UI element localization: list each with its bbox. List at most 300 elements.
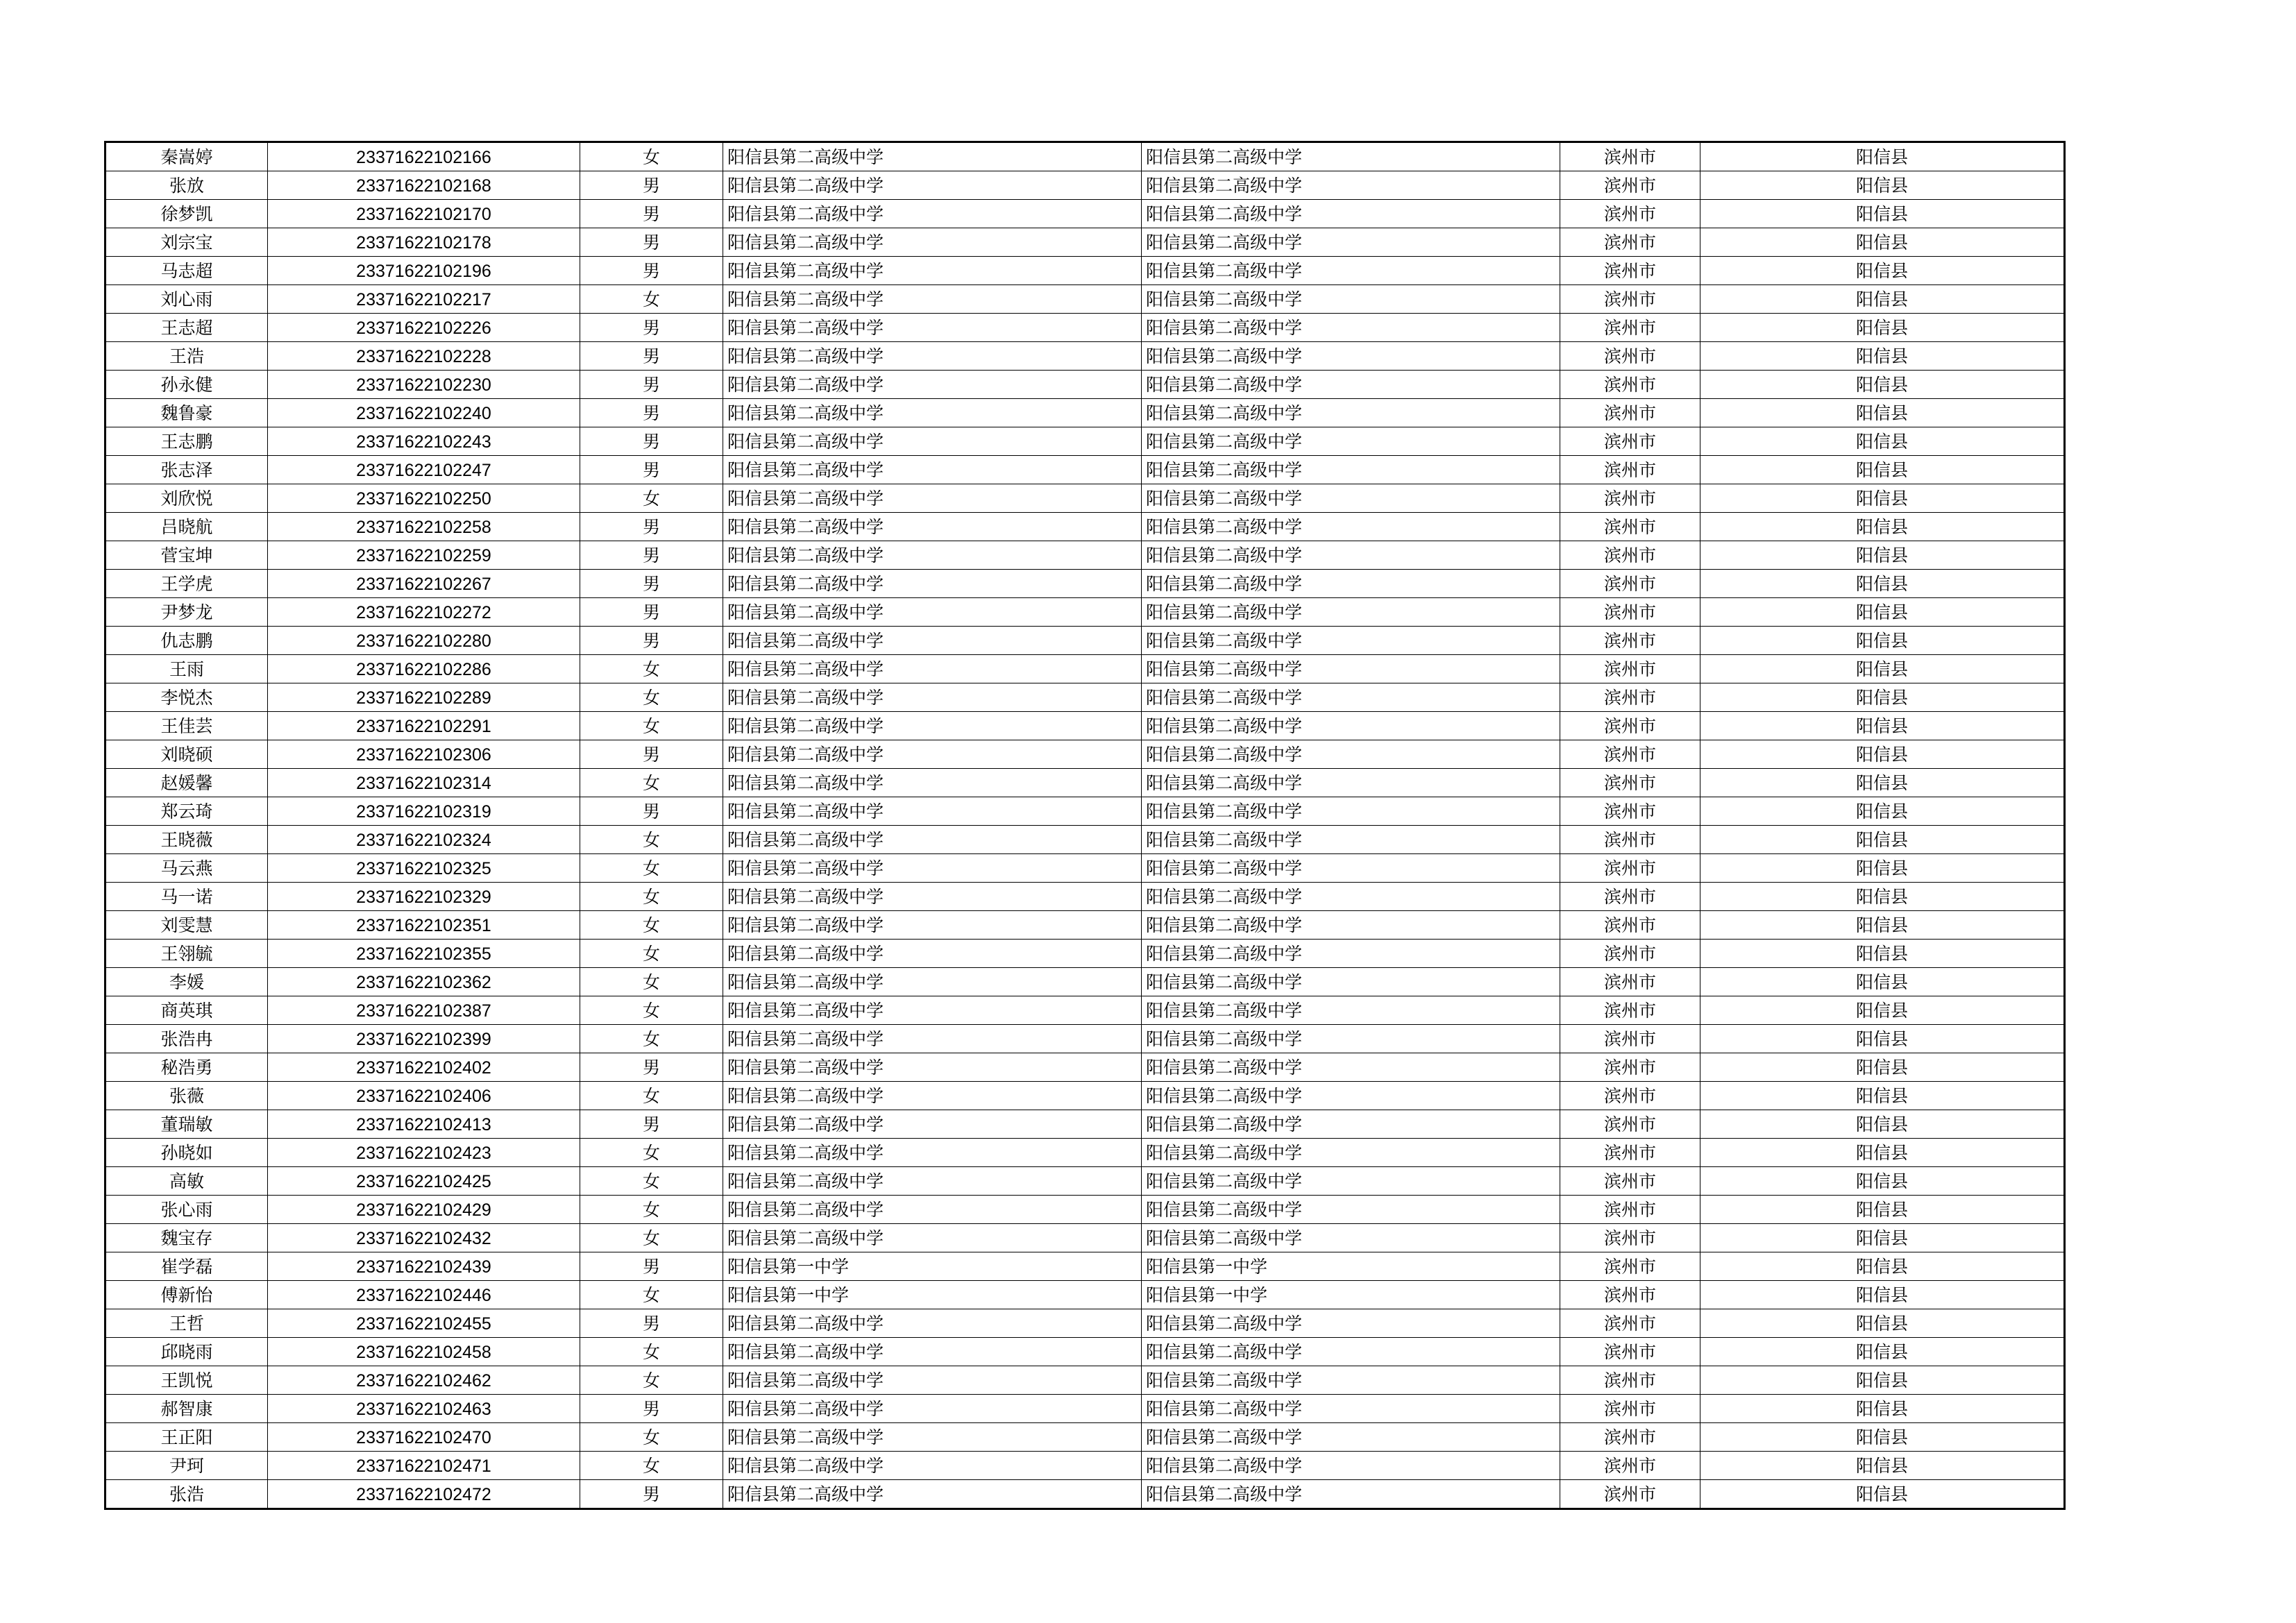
graduation-school-cell: 阳信县第二高级中学 [1142, 1053, 1560, 1082]
roster-table [104, 141, 2066, 1510]
county-cell: 阳信县 [1700, 740, 2065, 769]
city-cell: 滨州市 [1560, 655, 1700, 683]
gender-cell: 女 [580, 1025, 723, 1053]
school-cell: 阳信县第二高级中学 [723, 996, 1142, 1025]
exam-id-cell: 23371622102258 [268, 513, 580, 541]
city-cell: 滨州市 [1560, 371, 1700, 399]
city-cell: 滨州市 [1560, 1309, 1700, 1338]
table-row [105, 598, 2065, 627]
city-cell: 滨州市 [1560, 171, 1700, 200]
table-row [105, 342, 2065, 371]
graduation-school-cell: 阳信县第二高级中学 [1142, 854, 1560, 883]
exam-id-cell: 23371622102280 [268, 627, 580, 655]
gender-cell: 女 [580, 1196, 723, 1224]
exam-id-cell: 23371622102314 [268, 769, 580, 797]
school-cell: 阳信县第二高级中学 [723, 142, 1142, 171]
exam-id-cell: 23371622102402 [268, 1053, 580, 1082]
exam-id-cell: 23371622102362 [268, 968, 580, 996]
city-cell: 滨州市 [1560, 570, 1700, 598]
city-cell: 滨州市 [1560, 940, 1700, 968]
graduation-school-cell: 阳信县第二高级中学 [1142, 1338, 1560, 1366]
student-name-cell: 马云燕 [105, 854, 268, 883]
student-name-cell: 王哲 [105, 1309, 268, 1338]
county-cell: 阳信县 [1700, 627, 2065, 655]
county-cell: 阳信县 [1700, 142, 2065, 171]
student-name-cell: 张浩 [105, 1480, 268, 1509]
gender-cell: 男 [580, 797, 723, 826]
table-row [105, 456, 2065, 484]
school-cell: 阳信县第二高级中学 [723, 740, 1142, 769]
student-name-cell: 崔学磊 [105, 1252, 268, 1281]
county-cell: 阳信县 [1700, 655, 2065, 683]
city-cell: 滨州市 [1560, 1480, 1700, 1509]
exam-id-cell: 23371622102240 [268, 399, 580, 427]
city-cell: 滨州市 [1560, 1110, 1700, 1139]
table-row [105, 171, 2065, 200]
student-name-cell: 秦嵩婷 [105, 142, 268, 171]
county-cell: 阳信县 [1700, 200, 2065, 228]
exam-id-cell: 23371622102470 [268, 1423, 580, 1452]
gender-cell: 女 [580, 883, 723, 911]
gender-cell: 男 [580, 1480, 723, 1509]
county-cell: 阳信县 [1700, 314, 2065, 342]
school-cell: 阳信县第二高级中学 [723, 1110, 1142, 1139]
student-name-cell: 秘浩勇 [105, 1053, 268, 1082]
exam-id-cell: 23371622102355 [268, 940, 580, 968]
exam-id-cell: 23371622102351 [268, 911, 580, 940]
exam-id-cell: 23371622102429 [268, 1196, 580, 1224]
graduation-school-cell: 阳信县第二高级中学 [1142, 627, 1560, 655]
school-cell: 阳信县第二高级中学 [723, 456, 1142, 484]
county-cell: 阳信县 [1700, 712, 2065, 740]
table-row [105, 968, 2065, 996]
exam-id-cell: 23371622102471 [268, 1452, 580, 1480]
school-cell: 阳信县第二高级中学 [723, 314, 1142, 342]
student-name-cell: 吕晓航 [105, 513, 268, 541]
graduation-school-cell: 阳信县第二高级中学 [1142, 171, 1560, 200]
county-cell: 阳信县 [1700, 1338, 2065, 1366]
student-name-cell: 郝智康 [105, 1395, 268, 1423]
city-cell: 滨州市 [1560, 1196, 1700, 1224]
exam-id-cell: 23371622102272 [268, 598, 580, 627]
student-name-cell: 高敏 [105, 1167, 268, 1196]
exam-id-cell: 23371622102325 [268, 854, 580, 883]
table-row [105, 1224, 2065, 1252]
gender-cell: 女 [580, 911, 723, 940]
student-name-cell: 王浩 [105, 342, 268, 371]
table-row [105, 826, 2065, 854]
city-cell: 滨州市 [1560, 513, 1700, 541]
student-name-cell: 刘宗宝 [105, 228, 268, 257]
exam-id-cell: 23371622102230 [268, 371, 580, 399]
student-name-cell: 张心雨 [105, 1196, 268, 1224]
school-cell: 阳信县第二高级中学 [723, 769, 1142, 797]
city-cell: 滨州市 [1560, 541, 1700, 570]
city-cell: 滨州市 [1560, 911, 1700, 940]
student-name-cell: 傅新怡 [105, 1281, 268, 1309]
student-name-cell: 刘雯慧 [105, 911, 268, 940]
school-cell: 阳信县第二高级中学 [723, 1395, 1142, 1423]
student-name-cell: 商英琪 [105, 996, 268, 1025]
city-cell: 滨州市 [1560, 627, 1700, 655]
table-row [105, 911, 2065, 940]
exam-id-cell: 23371622102387 [268, 996, 580, 1025]
gender-cell: 男 [580, 399, 723, 427]
gender-cell: 女 [580, 1224, 723, 1252]
county-cell: 阳信县 [1700, 228, 2065, 257]
table-row [105, 399, 2065, 427]
table-row [105, 1366, 2065, 1395]
student-name-cell: 张薇 [105, 1082, 268, 1110]
graduation-school-cell: 阳信县第二高级中学 [1142, 399, 1560, 427]
school-cell: 阳信县第二高级中学 [723, 228, 1142, 257]
student-name-cell: 王雨 [105, 655, 268, 683]
exam-id-cell: 23371622102439 [268, 1252, 580, 1281]
exam-id-cell: 23371622102319 [268, 797, 580, 826]
table-row [105, 740, 2065, 769]
graduation-school-cell: 阳信县第二高级中学 [1142, 1480, 1560, 1509]
table-row [105, 655, 2065, 683]
gender-cell: 女 [580, 769, 723, 797]
gender-cell: 女 [580, 712, 723, 740]
gender-cell: 男 [580, 1110, 723, 1139]
city-cell: 滨州市 [1560, 314, 1700, 342]
student-name-cell: 尹珂 [105, 1452, 268, 1480]
table-row [105, 996, 2065, 1025]
table-row [105, 570, 2065, 598]
student-name-cell: 王翎毓 [105, 940, 268, 968]
exam-id-cell: 23371622102458 [268, 1338, 580, 1366]
student-name-cell: 王佳芸 [105, 712, 268, 740]
school-cell: 阳信县第二高级中学 [723, 598, 1142, 627]
graduation-school-cell: 阳信县第二高级中学 [1142, 1309, 1560, 1338]
gender-cell: 男 [580, 598, 723, 627]
county-cell: 阳信县 [1700, 427, 2065, 456]
table-row [105, 1139, 2065, 1167]
school-cell: 阳信县第二高级中学 [723, 1082, 1142, 1110]
table-row [105, 1167, 2065, 1196]
graduation-school-cell: 阳信县第二高级中学 [1142, 1082, 1560, 1110]
school-cell: 阳信县第二高级中学 [723, 911, 1142, 940]
gender-cell: 男 [580, 257, 723, 285]
city-cell: 滨州市 [1560, 797, 1700, 826]
county-cell: 阳信县 [1700, 826, 2065, 854]
city-cell: 滨州市 [1560, 712, 1700, 740]
exam-id-cell: 23371622102217 [268, 285, 580, 314]
exam-id-cell: 23371622102168 [268, 171, 580, 200]
gender-cell: 男 [580, 513, 723, 541]
student-name-cell: 王正阳 [105, 1423, 268, 1452]
county-cell: 阳信县 [1700, 1167, 2065, 1196]
school-cell: 阳信县第二高级中学 [723, 541, 1142, 570]
school-cell: 阳信县第二高级中学 [723, 1366, 1142, 1395]
table-row [105, 228, 2065, 257]
exam-id-cell: 23371622102329 [268, 883, 580, 911]
city-cell: 滨州市 [1560, 1452, 1700, 1480]
table-row [105, 1110, 2065, 1139]
table-row [105, 200, 2065, 228]
exam-id-cell: 23371622102247 [268, 456, 580, 484]
gender-cell: 女 [580, 1366, 723, 1395]
table-row [105, 427, 2065, 456]
city-cell: 滨州市 [1560, 257, 1700, 285]
city-cell: 滨州市 [1560, 228, 1700, 257]
table-row [105, 1252, 2065, 1281]
student-name-cell: 徐梦凯 [105, 200, 268, 228]
county-cell: 阳信县 [1700, 1082, 2065, 1110]
school-cell: 阳信县第二高级中学 [723, 797, 1142, 826]
county-cell: 阳信县 [1700, 996, 2065, 1025]
county-cell: 阳信县 [1700, 769, 2065, 797]
city-cell: 滨州市 [1560, 1224, 1700, 1252]
exam-id-cell: 23371622102324 [268, 826, 580, 854]
graduation-school-cell: 阳信县第二高级中学 [1142, 1423, 1560, 1452]
graduation-school-cell: 阳信县第二高级中学 [1142, 598, 1560, 627]
student-name-cell: 马志超 [105, 257, 268, 285]
student-name-cell: 魏宝存 [105, 1224, 268, 1252]
graduation-school-cell: 阳信县第二高级中学 [1142, 883, 1560, 911]
student-name-cell: 王志鹏 [105, 427, 268, 456]
county-cell: 阳信县 [1700, 1252, 2065, 1281]
graduation-school-cell: 阳信县第二高级中学 [1142, 314, 1560, 342]
student-name-cell: 魏鲁豪 [105, 399, 268, 427]
gender-cell: 男 [580, 200, 723, 228]
table-row [105, 1053, 2065, 1082]
graduation-school-cell: 阳信县第二高级中学 [1142, 940, 1560, 968]
gender-cell: 女 [580, 1281, 723, 1309]
school-cell: 阳信县第二高级中学 [723, 371, 1142, 399]
graduation-school-cell: 阳信县第二高级中学 [1142, 996, 1560, 1025]
school-cell: 阳信县第二高级中学 [723, 854, 1142, 883]
county-cell: 阳信县 [1700, 513, 2065, 541]
gender-cell: 男 [580, 740, 723, 769]
city-cell: 滨州市 [1560, 1338, 1700, 1366]
exam-id-cell: 23371622102196 [268, 257, 580, 285]
graduation-school-cell: 阳信县第二高级中学 [1142, 1452, 1560, 1480]
county-cell: 阳信县 [1700, 285, 2065, 314]
school-cell: 阳信县第二高级中学 [723, 570, 1142, 598]
county-cell: 阳信县 [1700, 1025, 2065, 1053]
graduation-school-cell: 阳信县第二高级中学 [1142, 655, 1560, 683]
city-cell: 滨州市 [1560, 854, 1700, 883]
gender-cell: 女 [580, 142, 723, 171]
gender-cell: 女 [580, 1139, 723, 1167]
city-cell: 滨州市 [1560, 1395, 1700, 1423]
graduation-school-cell: 阳信县第二高级中学 [1142, 911, 1560, 940]
city-cell: 滨州市 [1560, 740, 1700, 769]
county-cell: 阳信县 [1700, 968, 2065, 996]
county-cell: 阳信县 [1700, 570, 2065, 598]
school-cell: 阳信县第二高级中学 [723, 257, 1142, 285]
city-cell: 滨州市 [1560, 1139, 1700, 1167]
graduation-school-cell: 阳信县第二高级中学 [1142, 142, 1560, 171]
county-cell: 阳信县 [1700, 1423, 2065, 1452]
gender-cell: 女 [580, 1423, 723, 1452]
student-name-cell: 刘欣悦 [105, 484, 268, 513]
school-cell: 阳信县第二高级中学 [723, 427, 1142, 456]
graduation-school-cell: 阳信县第二高级中学 [1142, 427, 1560, 456]
table-row [105, 1423, 2065, 1452]
exam-id-cell: 23371622102306 [268, 740, 580, 769]
county-cell: 阳信县 [1700, 911, 2065, 940]
table-row [105, 513, 2065, 541]
county-cell: 阳信县 [1700, 883, 2065, 911]
school-cell: 阳信县第二高级中学 [723, 399, 1142, 427]
school-cell: 阳信县第二高级中学 [723, 513, 1142, 541]
county-cell: 阳信县 [1700, 1452, 2065, 1480]
table-row [105, 371, 2065, 399]
school-cell: 阳信县第二高级中学 [723, 1167, 1142, 1196]
city-cell: 滨州市 [1560, 484, 1700, 513]
gender-cell: 女 [580, 1338, 723, 1366]
school-cell: 阳信县第二高级中学 [723, 200, 1142, 228]
exam-id-cell: 23371622102228 [268, 342, 580, 371]
county-cell: 阳信县 [1700, 484, 2065, 513]
city-cell: 滨州市 [1560, 142, 1700, 171]
school-cell: 阳信县第二高级中学 [723, 883, 1142, 911]
exam-id-cell: 23371622102472 [268, 1480, 580, 1509]
table-row [105, 940, 2065, 968]
graduation-school-cell: 阳信县第二高级中学 [1142, 342, 1560, 371]
exam-id-cell: 23371622102286 [268, 655, 580, 683]
school-cell: 阳信县第二高级中学 [723, 1025, 1142, 1053]
school-cell: 阳信县第二高级中学 [723, 1480, 1142, 1509]
table-row [105, 1480, 2065, 1509]
county-cell: 阳信县 [1700, 371, 2065, 399]
city-cell: 滨州市 [1560, 1082, 1700, 1110]
school-cell: 阳信县第一中学 [723, 1281, 1142, 1309]
student-name-cell: 郑云琦 [105, 797, 268, 826]
city-cell: 滨州市 [1560, 769, 1700, 797]
student-name-cell: 马一诺 [105, 883, 268, 911]
county-cell: 阳信县 [1700, 598, 2065, 627]
school-cell: 阳信县第二高级中学 [723, 1053, 1142, 1082]
city-cell: 滨州市 [1560, 1252, 1700, 1281]
graduation-school-cell: 阳信县第二高级中学 [1142, 513, 1560, 541]
student-name-cell: 孙永健 [105, 371, 268, 399]
table-row [105, 1452, 2065, 1480]
city-cell: 滨州市 [1560, 598, 1700, 627]
city-cell: 滨州市 [1560, 427, 1700, 456]
student-name-cell: 王晓薇 [105, 826, 268, 854]
gender-cell: 男 [580, 570, 723, 598]
county-cell: 阳信县 [1700, 1224, 2065, 1252]
student-name-cell: 张浩冉 [105, 1025, 268, 1053]
exam-id-cell: 23371622102423 [268, 1139, 580, 1167]
county-cell: 阳信县 [1700, 1366, 2065, 1395]
graduation-school-cell: 阳信县第二高级中学 [1142, 712, 1560, 740]
exam-id-cell: 23371622102455 [268, 1309, 580, 1338]
school-cell: 阳信县第一中学 [723, 1252, 1142, 1281]
gender-cell: 男 [580, 1309, 723, 1338]
student-name-cell: 仇志鹏 [105, 627, 268, 655]
county-cell: 阳信县 [1700, 1395, 2065, 1423]
graduation-school-cell: 阳信县第二高级中学 [1142, 456, 1560, 484]
gender-cell: 男 [580, 314, 723, 342]
city-cell: 滨州市 [1560, 342, 1700, 371]
roster-table-body [105, 142, 2065, 1509]
city-cell: 滨州市 [1560, 200, 1700, 228]
school-cell: 阳信县第二高级中学 [723, 285, 1142, 314]
graduation-school-cell: 阳信县第二高级中学 [1142, 200, 1560, 228]
graduation-school-cell: 阳信县第二高级中学 [1142, 1139, 1560, 1167]
city-cell: 滨州市 [1560, 883, 1700, 911]
exam-id-cell: 23371622102243 [268, 427, 580, 456]
graduation-school-cell: 阳信县第二高级中学 [1142, 285, 1560, 314]
graduation-school-cell: 阳信县第二高级中学 [1142, 1110, 1560, 1139]
table-row [105, 285, 2065, 314]
gender-cell: 男 [580, 456, 723, 484]
gender-cell: 男 [580, 627, 723, 655]
city-cell: 滨州市 [1560, 826, 1700, 854]
school-cell: 阳信县第二高级中学 [723, 627, 1142, 655]
school-cell: 阳信县第二高级中学 [723, 171, 1142, 200]
gender-cell: 男 [580, 228, 723, 257]
graduation-school-cell: 阳信县第二高级中学 [1142, 1224, 1560, 1252]
student-name-cell: 菅宝坤 [105, 541, 268, 570]
county-cell: 阳信县 [1700, 940, 2065, 968]
exam-id-cell: 23371622102170 [268, 200, 580, 228]
county-cell: 阳信县 [1700, 1053, 2065, 1082]
city-cell: 滨州市 [1560, 456, 1700, 484]
county-cell: 阳信县 [1700, 171, 2065, 200]
city-cell: 滨州市 [1560, 968, 1700, 996]
county-cell: 阳信县 [1700, 541, 2065, 570]
school-cell: 阳信县第二高级中学 [723, 712, 1142, 740]
graduation-school-cell: 阳信县第二高级中学 [1142, 228, 1560, 257]
gender-cell: 男 [580, 1053, 723, 1082]
table-row [105, 683, 2065, 712]
gender-cell: 女 [580, 854, 723, 883]
exam-id-cell: 23371622102425 [268, 1167, 580, 1196]
student-name-cell: 李媛 [105, 968, 268, 996]
county-cell: 阳信县 [1700, 1110, 2065, 1139]
exam-id-cell: 23371622102178 [268, 228, 580, 257]
graduation-school-cell: 阳信县第一中学 [1142, 1281, 1560, 1309]
exam-id-cell: 23371622102462 [268, 1366, 580, 1395]
school-cell: 阳信县第二高级中学 [723, 1309, 1142, 1338]
gender-cell: 女 [580, 1452, 723, 1480]
exam-id-cell: 23371622102226 [268, 314, 580, 342]
graduation-school-cell: 阳信县第二高级中学 [1142, 1167, 1560, 1196]
school-cell: 阳信县第二高级中学 [723, 683, 1142, 712]
table-row [105, 854, 2065, 883]
county-cell: 阳信县 [1700, 456, 2065, 484]
student-name-cell: 邱晓雨 [105, 1338, 268, 1366]
student-name-cell: 王学虎 [105, 570, 268, 598]
student-name-cell: 孙晓如 [105, 1139, 268, 1167]
gender-cell: 男 [580, 342, 723, 371]
city-cell: 滨州市 [1560, 1053, 1700, 1082]
table-row [105, 1309, 2065, 1338]
gender-cell: 男 [580, 371, 723, 399]
exam-id-cell: 23371622102399 [268, 1025, 580, 1053]
gender-cell: 男 [580, 541, 723, 570]
city-cell: 滨州市 [1560, 285, 1700, 314]
city-cell: 滨州市 [1560, 1025, 1700, 1053]
gender-cell: 女 [580, 826, 723, 854]
exam-id-cell: 23371622102259 [268, 541, 580, 570]
table-row [105, 314, 2065, 342]
graduation-school-cell: 阳信县第二高级中学 [1142, 371, 1560, 399]
table-row [105, 142, 2065, 171]
graduation-school-cell: 阳信县第二高级中学 [1142, 1366, 1560, 1395]
table-row [105, 769, 2065, 797]
county-cell: 阳信县 [1700, 797, 2065, 826]
exam-id-cell: 23371622102289 [268, 683, 580, 712]
city-cell: 滨州市 [1560, 1167, 1700, 1196]
student-name-cell: 尹梦龙 [105, 598, 268, 627]
